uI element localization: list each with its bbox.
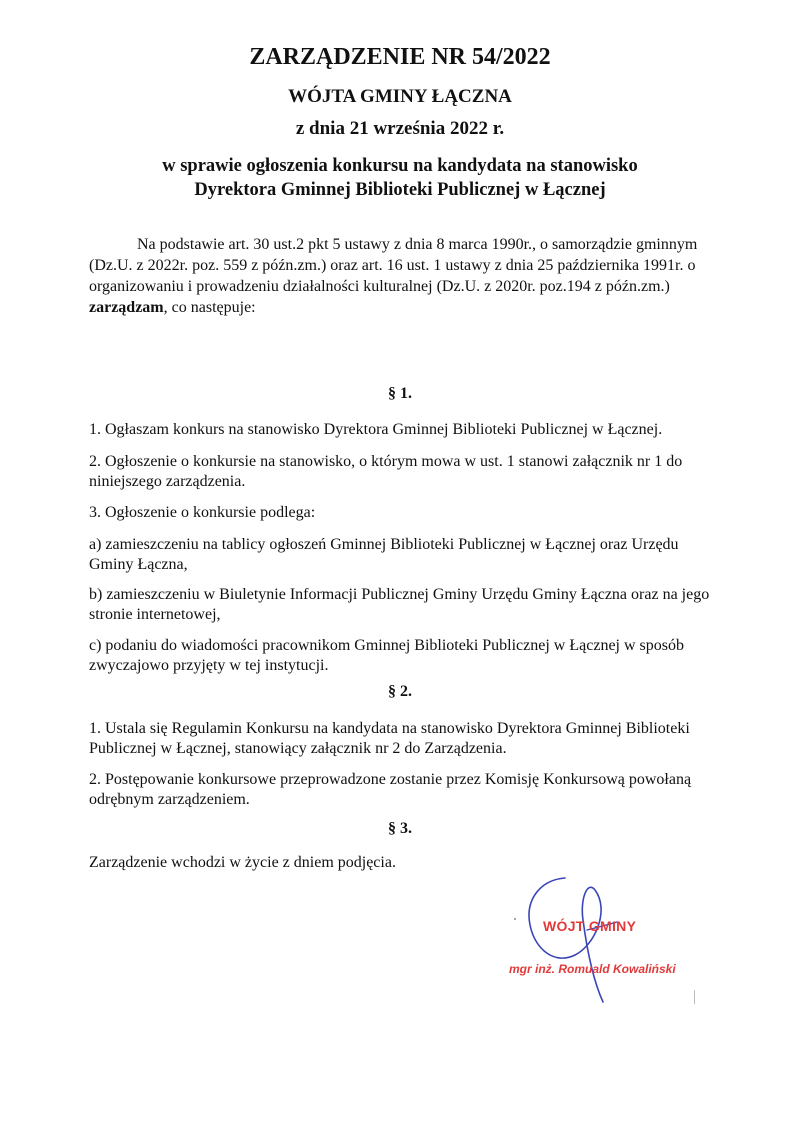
document-title: ZARZĄDZENIE NR 54/2022: [249, 44, 551, 70]
official-stamp: [495, 870, 725, 1020]
subject-line-2: Dyrektora Gminnej Biblioteki Publicznej w Łącznej: [194, 180, 606, 200]
date-line: z dnia 21 września 2022 r.: [295, 118, 505, 139]
legal-basis-paragraph: [89, 234, 721, 318]
subject-heading: [0, 154, 800, 202]
section-1-item-b: b) zamieszczeniu w Biuletynie Informacji Publicznej Gminy Urzędu Gminy Łączna oraz na jego stronie internetowej,: [89, 586, 710, 623]
section-1-point-1: 1. Ogłaszam konkurs na stanowisko Dyrektora Gminnej Biblioteki Publicznej w Łącznej.: [89, 421, 663, 438]
section-1-item-a: a) zamieszczeniu na tablicy ogłoszeń Gminnej Biblioteki Publicznej w Łącznej oraz Urzędu Gminy Łączna,: [89, 536, 679, 573]
stamp-name: mgr inż. Romuald Kowaliński: [509, 962, 676, 976]
section-3-heading: § 3.: [388, 820, 412, 837]
legal-basis-text: Na podstawie art. 30 ust.2 pkt 5 ustawy z dnia 8 marca 1990r., o samorządzie gminnym (Dz.U. z 2022r. poz. 559 z późn.zm.) oraz art. 16 ust. 1 ustawy z dnia 25 października 1991r. o organizowaniu i prowadzeniu działalności kulturalnej (Dz.U. z 2020r. poz.194 z późn.zm.): [89, 236, 698, 295]
section-2-point-1: 1. Ustala się Regulamin Konkursu na kandydata na stanowisko Dyrektora Gminnej Biblioteki Publicznej w Łącznej, stanowiący załącznik nr 2 do Zarządzenia.: [89, 720, 690, 757]
decree-word: zarządzam: [89, 299, 164, 316]
handwritten-signature: [495, 870, 725, 1020]
section-1-item-c: c) podaniu do wiadomości pracownikom Gminnej Biblioteki Publicznej w Łącznej w sposób zwyczajowo przyjęty w tej instytucji.: [89, 637, 684, 674]
section-1-point-3: 3. Ogłoszenie o konkursie podlega:: [89, 504, 316, 521]
scan-speck: [514, 918, 516, 920]
section-2-heading: § 2.: [388, 683, 412, 700]
subject-line-1: w sprawie ogłoszenia konkursu na kandydata na stanowisko: [162, 156, 638, 176]
stamp-title: WÓJT GMINY: [543, 918, 637, 934]
section-1-heading: § 1.: [388, 385, 412, 402]
issuer-line: WÓJTA GMINY ŁĄCZNA: [288, 86, 512, 107]
section-1-point-2: 2. Ogłoszenie o konkursie na stanowisko, o którym mowa w ust. 1 stanowi załącznik nr 1 do niniejszego zarządzenia.: [89, 453, 683, 490]
section-3-text: Zarządzenie wchodzi w życie z dniem podjęcia.: [89, 854, 396, 871]
section-2-point-2: 2. Postępowanie konkursowe przeprowadzone zostanie przez Komisję Konkursową powołaną odrębnym zarządzeniem.: [89, 771, 692, 808]
scan-mark: [694, 990, 695, 1004]
legal-basis-tail: , co następuje:: [163, 299, 256, 316]
